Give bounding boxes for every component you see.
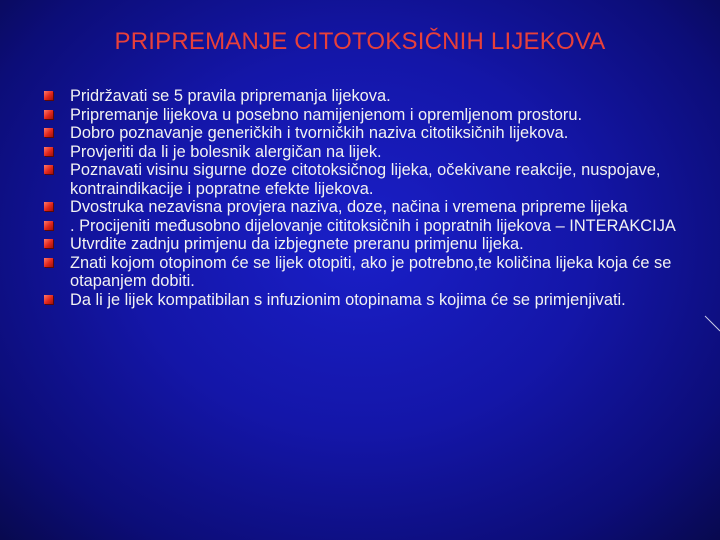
list-item — [44, 235, 694, 254]
red-square-bullet-icon — [44, 239, 53, 248]
bullet-text: Znati kojom otopinom će se lijek otopiti, ako je potrebno,te količina lijeka koja će se otapanjem dobiti. — [70, 253, 672, 290]
list-item — [44, 143, 694, 162]
red-square-bullet-icon — [44, 110, 53, 119]
list-item — [44, 161, 694, 198]
bullet-text: . Procijeniti međusobno dijelovanje cititoksičnih i popratnih lijekova – INTERAKCIJA — [70, 216, 676, 235]
red-square-bullet-icon — [44, 258, 53, 267]
list-item — [44, 124, 694, 143]
red-square-bullet-icon — [44, 165, 53, 174]
list-item — [44, 291, 694, 310]
red-square-bullet-icon — [44, 128, 53, 137]
red-square-bullet-icon — [44, 91, 53, 100]
red-square-bullet-icon — [44, 202, 53, 211]
bullet-text: Provjeriti da li je bolesnik alergičan na lijek. — [70, 142, 382, 161]
red-square-bullet-icon — [44, 295, 53, 304]
bullet-text: Pripremanje lijekova u posebno namijenjenom i opremljenom prostoru. — [70, 105, 583, 124]
bullet-text: Dvostruka nezavisna provjera naziva, doze, načina i vremena pripreme lijeka — [70, 198, 628, 216]
bullet-text: Poznavati visinu sigurne doze citotoksičnog lijeka, očekivane reakcije, nuspojave, kontraindikacije i popratne efekte lijekova. — [70, 161, 661, 198]
red-square-bullet-icon — [44, 147, 53, 156]
list-item — [44, 106, 694, 125]
list-item — [44, 198, 694, 217]
bullet-text: Dobro poznavanje generičkih i tvorničkih naziva citotiksičnih lijekova. — [70, 124, 569, 142]
decorative-line-segment — [705, 316, 720, 331]
list-item — [44, 254, 694, 291]
bullet-text: Da li je lijek kompatibilan s infuzionim otopinama s kojima će se primjenjivati. — [70, 290, 626, 309]
bullet-text: Pridržavati se 5 pravila pripremanja lijekova. — [70, 87, 391, 105]
bullet-list — [44, 87, 694, 309]
slide-title: PRIPREMANJE CITOTOKSIČNIH LIJEKOVA — [114, 28, 606, 55]
list-item — [44, 217, 694, 236]
bullet-text: Utvrdite zadnju primjenu da izbjegnete preranu primjenu lijeka. — [70, 235, 524, 253]
red-square-bullet-icon — [44, 221, 53, 230]
list-item — [44, 87, 694, 106]
